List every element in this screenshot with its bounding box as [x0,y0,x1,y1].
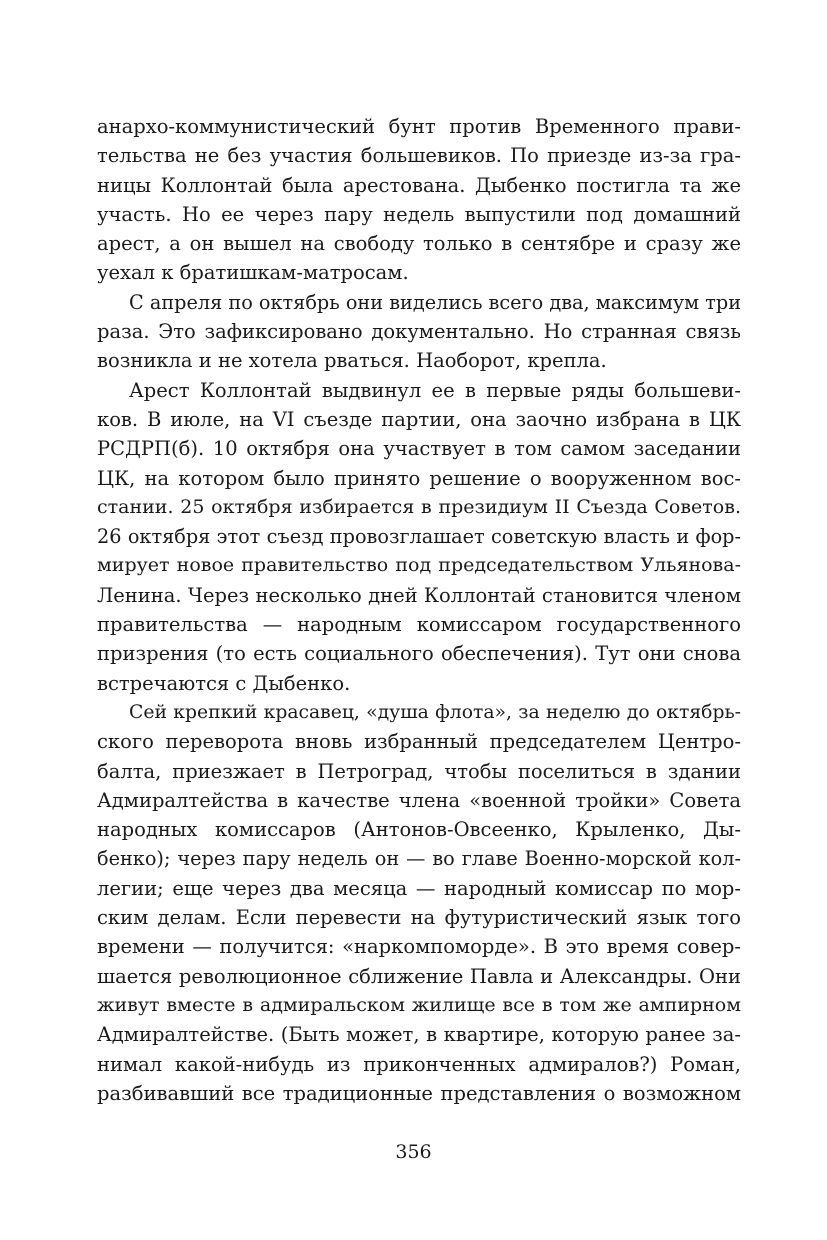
text-line: тельства не без участия большевиков. По приезде из-за гра- [97,144,741,168]
text-line: ков. В июле, на VI съезде партии, она заочно избрана в ЦК [97,407,741,431]
text-line: встречаются с Дыбенко. [97,671,351,695]
text-line: народных комиссаров (Антонов-Овсеенко, Крыленко, Ды- [97,818,741,842]
text-line: Сей крепкий красавец, «душа флота», за неделю до октябрь- [129,701,741,723]
text-line: времени — получится: «наркомпоморде». В это время совер- [97,935,741,959]
text-line: анархо-коммунистический бунт против Временного прави- [97,115,741,138]
text-line: живут вместе в адмиральском жилище все в том же ампирном [97,993,741,1016]
paragraph [97,376,741,698]
text-line: легии; еще через два месяца — народный комиссар по мор- [97,876,741,900]
text-line: разбивавший все традиционные представления о возможном [97,1081,741,1105]
text-line: арест, а он вышел на свободу только в сентябре и сразу же [97,232,741,256]
text-line: шается революционное сближение Павла и Александры. Они [97,964,741,988]
text-line: участь. Но ее через пару недель выпустили под домашний [97,202,741,226]
text-line: раза. Это зафиксировано документально. Но странная связь [97,320,741,344]
text-line: уехал к братишкам-матросам. [97,261,409,285]
text-line: Ленина. Через несколько дней Коллонтай становится членом [97,583,741,607]
text-line: ским делам. Если перевести на футуристический язык того [97,906,741,930]
paragraph [97,112,741,288]
text-line: Адмиралтействе. (Быть может, в квартире, которую ранее за- [97,1023,741,1047]
text-line: правительства — народным комиссаром государственного [97,613,741,637]
text-line: призрения (то есть социального обеспечения). Тут они снова [97,642,741,666]
page-number: 356 [395,1141,432,1163]
text-line: Адмиралтейства в качестве члена «военной тройки» Совета [97,788,741,812]
text-line: 26 октября этот съезд провозглашает советскую власть и фор- [97,525,741,549]
paragraph [97,288,741,376]
text-line: возникла и не хотела рваться. Наоборот, крепла. [97,349,607,373]
text-line: ницы Коллонтай была арестована. Дыбенко постигла та же [97,173,741,197]
text-line: С апреля по октябрь они виделись всего два, максимум три [129,290,742,314]
paragraph [97,698,741,1108]
text-line: ского переворота вновь избранный председателем Центро- [97,730,741,754]
text-line: мирует новое правительство под председательством Ульянова- [97,554,741,577]
text-line: ЦК, на котором было принято решение о вооруженном вос- [97,466,741,490]
text-line: бенко); через пару недель он — во главе Военно-морской кол- [97,847,741,871]
body-text [97,112,741,1108]
text-line: РСДРП(б). 10 октября она участвует в том самом заседании [97,437,741,461]
text-line: стании. 25 октября избирается в президиум II Съезда Советов. [97,495,741,518]
text-line: Арест Коллонтай выдвинул ее в первые ряды большеви- [129,378,741,402]
text-line: балта, приезжает в Петроград, чтобы поселиться в здании [97,759,741,783]
text-line: нимал какой-нибудь из приконченных адмиралов?) Роман, [97,1052,741,1076]
